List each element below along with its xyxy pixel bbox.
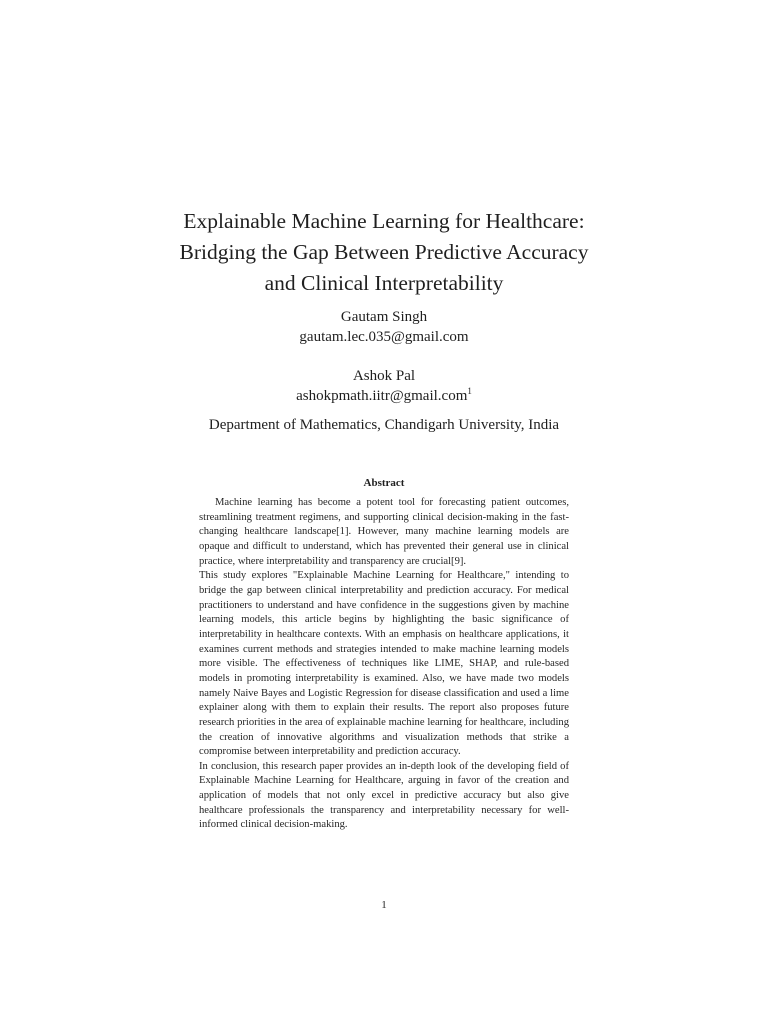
author-2 <box>120 366 648 406</box>
title-line-3: and Clinical Interpretability <box>264 271 504 295</box>
abstract-body <box>199 496 569 833</box>
abstract-paragraph-1: Machine learning has become a potent tool for forecasting patient outcomes, streamlining treatment regimens, and supporting clinical decision-making in the fast-changing healthcare landscape[1]. However, many machine learning models are opaque and difficult to understand, which has prevented their general use in clinical practice, where interpretability and transparency are crucial[9]. <box>199 497 569 567</box>
abstract-paragraph-3: In conclusion, this research paper provides an in-depth look of the developing field of Explainable Machine Learning for Healthcare, arguing in favor of the creation and application of models that not only excel in predictive accuracy but also give healthcare professionals the transparency and interpretability necessary for well-informed clinical decision-making. <box>199 760 569 831</box>
author-2-email-line <box>120 386 648 406</box>
author-1-name: Gautam Singh <box>340 309 428 325</box>
author-1 <box>120 307 648 347</box>
title-line-2: Bridging the Gap Between Predictive Accuracy <box>179 240 589 264</box>
abstract-paragraph-2: This study explores "Explainable Machine Learning for Healthcare," intending to bridge the gap between clinical interpretability and prediction accuracy. For medical practitioners to understand and have confidence in the suggestions given by machine learning models, this article begins by highlighting the basic significance of interpretability in healthcare contexts. With an emphasis on healthcare applications, it examines current methods and strategies intended to make machine learning models more visible. The effectiveness of techniques like LIME, SHAP, and rule-based models in promoting interpretability is examined. Also, we have made two models namely Naive Bayes and Logistic Regression for disease classification and used a lime explainer along with them to explain their results. The report also proposes future research priorities in the area of explainable machine learning for healthcare, including the creation of innovative algorithms and visualization methods that strike a compromise between interpretability and prediction accuracy. <box>199 570 569 758</box>
page-number: 1 <box>381 899 387 911</box>
author-2-footnote-marker: 1 <box>467 386 472 396</box>
author-2-email: ashokpmath.iitr@gmail.com <box>296 388 468 404</box>
author-2-name: Ashok Pal <box>352 368 416 384</box>
author-1-email: gautam.lec.035@gmail.com <box>299 329 469 345</box>
abstract-heading: Abstract <box>363 477 405 489</box>
title-line-1: Explainable Machine Learning for Healthcare: <box>183 209 585 233</box>
paper-title <box>120 206 648 299</box>
affiliation: Department of Mathematics, Chandigarh University, India <box>208 417 560 433</box>
